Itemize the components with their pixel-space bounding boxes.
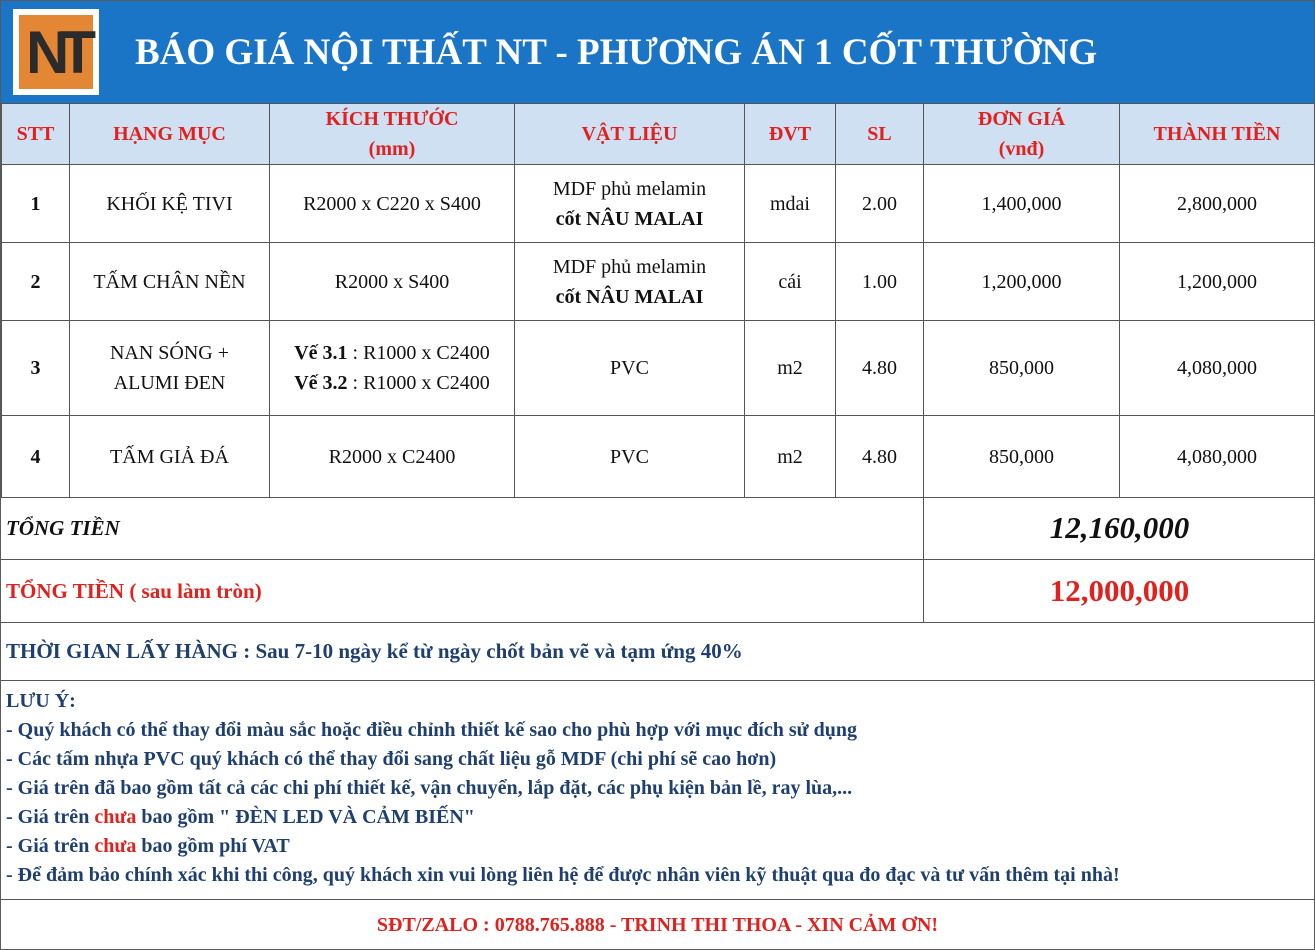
- cell-unit: mdai: [745, 165, 836, 243]
- note-text: bao gồm " ĐÈN LED VÀ CẢM BIẾN": [136, 806, 475, 828]
- cell-unit: m2: [745, 321, 836, 416]
- cell-qty: 2.00: [836, 165, 924, 243]
- cell-price: 850,000: [924, 416, 1120, 498]
- note-highlight: chưa: [94, 806, 137, 828]
- cell-qty: 4.80: [836, 321, 924, 416]
- notes-title: LƯU Ý:: [6, 690, 76, 712]
- note-highlight: chưa: [94, 835, 137, 857]
- cell-material: [515, 321, 745, 416]
- header-banner: [1, 1, 1314, 104]
- cell-material-line1: PVC: [610, 357, 649, 379]
- cell-item-line1: TẤM CHÂN NỀN: [93, 270, 246, 293]
- cell-stt: 1: [2, 165, 70, 243]
- note-text: - Giá trên: [6, 806, 95, 828]
- cell-material-line2: cốt NÂU MALAI: [555, 285, 704, 308]
- col-header-qty: SL: [836, 104, 924, 165]
- cell-item-line1: KHỐI KỆ TIVI: [106, 192, 233, 215]
- note-line: - Để đảm bảo chính xác khi thi công, quý khách xin vui lòng liên hệ để được nhân viên kỹ thuật qua đo đạc và tư vấn thêm tại nhà!: [6, 864, 1120, 886]
- cell-material-line1: MDF phủ melamin: [552, 255, 707, 278]
- cell-size-part-value: : R1000 x C2400: [347, 342, 490, 364]
- cell-price: 1,400,000: [924, 165, 1120, 243]
- cell-item: [70, 321, 270, 416]
- cell-size: [270, 243, 515, 321]
- rounded-total-label: TỔNG TIỀN ( sau làm tròn): [6, 579, 262, 603]
- notes-section: [6, 687, 1311, 890]
- col-header-size-line1: KÍCH THƯỚC: [325, 108, 459, 130]
- cell-qty: 1.00: [836, 243, 924, 321]
- page-title: BÁO GIÁ NỘI THẤT NT - PHƯƠNG ÁN 1 CỐT THƯỜNG: [135, 32, 1098, 73]
- table-row: [2, 243, 1315, 321]
- col-header-size-line2: (mm): [368, 138, 416, 160]
- cell-material-line1: MDF phủ melamin: [552, 177, 707, 200]
- cell-size-line1: R2000 x C2400: [328, 445, 456, 468]
- cell-size-line2: [274, 368, 510, 398]
- cell-item: [70, 416, 270, 498]
- note-text: - Giá trên: [6, 835, 95, 857]
- cell-item-line1: TẤM GIẢ ĐÁ: [110, 445, 229, 468]
- cell-material: [515, 416, 745, 498]
- cell-material: [515, 243, 745, 321]
- rounded-total-row: [1, 560, 1314, 623]
- note-line: [6, 803, 1311, 832]
- totals-section: [1, 497, 1314, 623]
- lead-time-text: THỜI GIAN LẤY HÀNG : Sau 7-10 ngày kể từ ngày chốt bản vẽ và tạm ứng 40%: [6, 639, 743, 663]
- cell-material-line1: PVC: [610, 445, 649, 468]
- cell-size-part-label: Vế 3.2: [294, 372, 348, 394]
- cell-total: 1,200,000: [1120, 243, 1315, 321]
- col-header-unit: ĐVT: [745, 104, 836, 165]
- col-header-price: [924, 104, 1120, 165]
- col-header-total: THÀNH TIỀN: [1120, 104, 1315, 165]
- cell-qty: 4.80: [836, 416, 924, 498]
- rounded-total-value: 12,000,000: [923, 560, 1315, 622]
- logo-letters: NT: [26, 18, 86, 86]
- cell-material-line2: cốt NÂU MALAI: [555, 207, 704, 230]
- cell-size-line1: R2000 x C220 x S400: [303, 192, 481, 215]
- cell-item: [70, 243, 270, 321]
- total-value: 12,160,000: [923, 497, 1315, 559]
- note-line: - Quý khách có thể thay đổi màu sắc hoặc điều chỉnh thiết kế sao cho phù hợp với mục đích sử dụng: [6, 719, 857, 741]
- cell-total: 2,800,000: [1120, 165, 1315, 243]
- cell-size: [270, 165, 515, 243]
- table-header-row: [2, 104, 1315, 165]
- cell-total: 4,080,000: [1120, 416, 1315, 498]
- cell-size-line1: [274, 338, 510, 368]
- col-header-price-line1: ĐƠN GIÁ: [977, 108, 1066, 130]
- col-header-size: [270, 104, 515, 165]
- table-row: [2, 165, 1315, 243]
- cell-size-part-value: : R1000 x C2400: [347, 372, 490, 394]
- quotation-table: [1, 103, 1315, 498]
- cell-size-line1: R2000 x S400: [334, 270, 450, 293]
- lead-time-row: [1, 622, 1314, 681]
- cell-stt: 4: [2, 416, 70, 498]
- total-label: TỔNG TIỀN: [6, 516, 120, 540]
- cell-stt: 2: [2, 243, 70, 321]
- note-line: [6, 832, 1311, 861]
- cell-unit: cái: [745, 243, 836, 321]
- logo-mark: [19, 15, 93, 89]
- cell-stt: 3: [2, 321, 70, 416]
- cell-size: [270, 416, 515, 498]
- total-row: [1, 497, 1314, 560]
- note-text: bao gồm phí VAT: [136, 835, 290, 857]
- cell-item-line2: ALUMI ĐEN: [113, 372, 226, 394]
- table-row: [2, 321, 1315, 416]
- note-line: - Giá trên đã bao gồm tất cả các chi phí thiết kế, vận chuyển, lắp đặt, các phụ kiện bản lề, ray lùa,...: [6, 777, 853, 799]
- table-row: [2, 416, 1315, 498]
- cell-total: 4,080,000: [1120, 321, 1315, 416]
- cell-unit: m2: [745, 416, 836, 498]
- col-header-item: HẠNG MỤC: [70, 104, 270, 165]
- col-header-material: VẬT LIỆU: [515, 104, 745, 165]
- company-logo: [13, 9, 99, 95]
- cell-size: [270, 321, 515, 416]
- cell-item-line1: NAN SÓNG +: [109, 342, 230, 364]
- cell-price: 850,000: [924, 321, 1120, 416]
- contact-footer: SĐT/ZALO : 0788.765.888 - TRINH THI THOA - XIN CẢM ƠN!: [1, 899, 1314, 950]
- cell-size-part-label: Vế 3.1: [294, 342, 348, 364]
- cell-price: 1,200,000: [924, 243, 1120, 321]
- note-line: - Các tấm nhựa PVC quý khách có thể thay đổi sang chất liệu gỗ MDF (chi phí sẽ cao hơn): [6, 748, 777, 770]
- cell-item: [70, 165, 270, 243]
- col-header-stt: STT: [2, 104, 70, 165]
- cell-material: [515, 165, 745, 243]
- col-header-price-line2: (vnđ): [998, 138, 1045, 160]
